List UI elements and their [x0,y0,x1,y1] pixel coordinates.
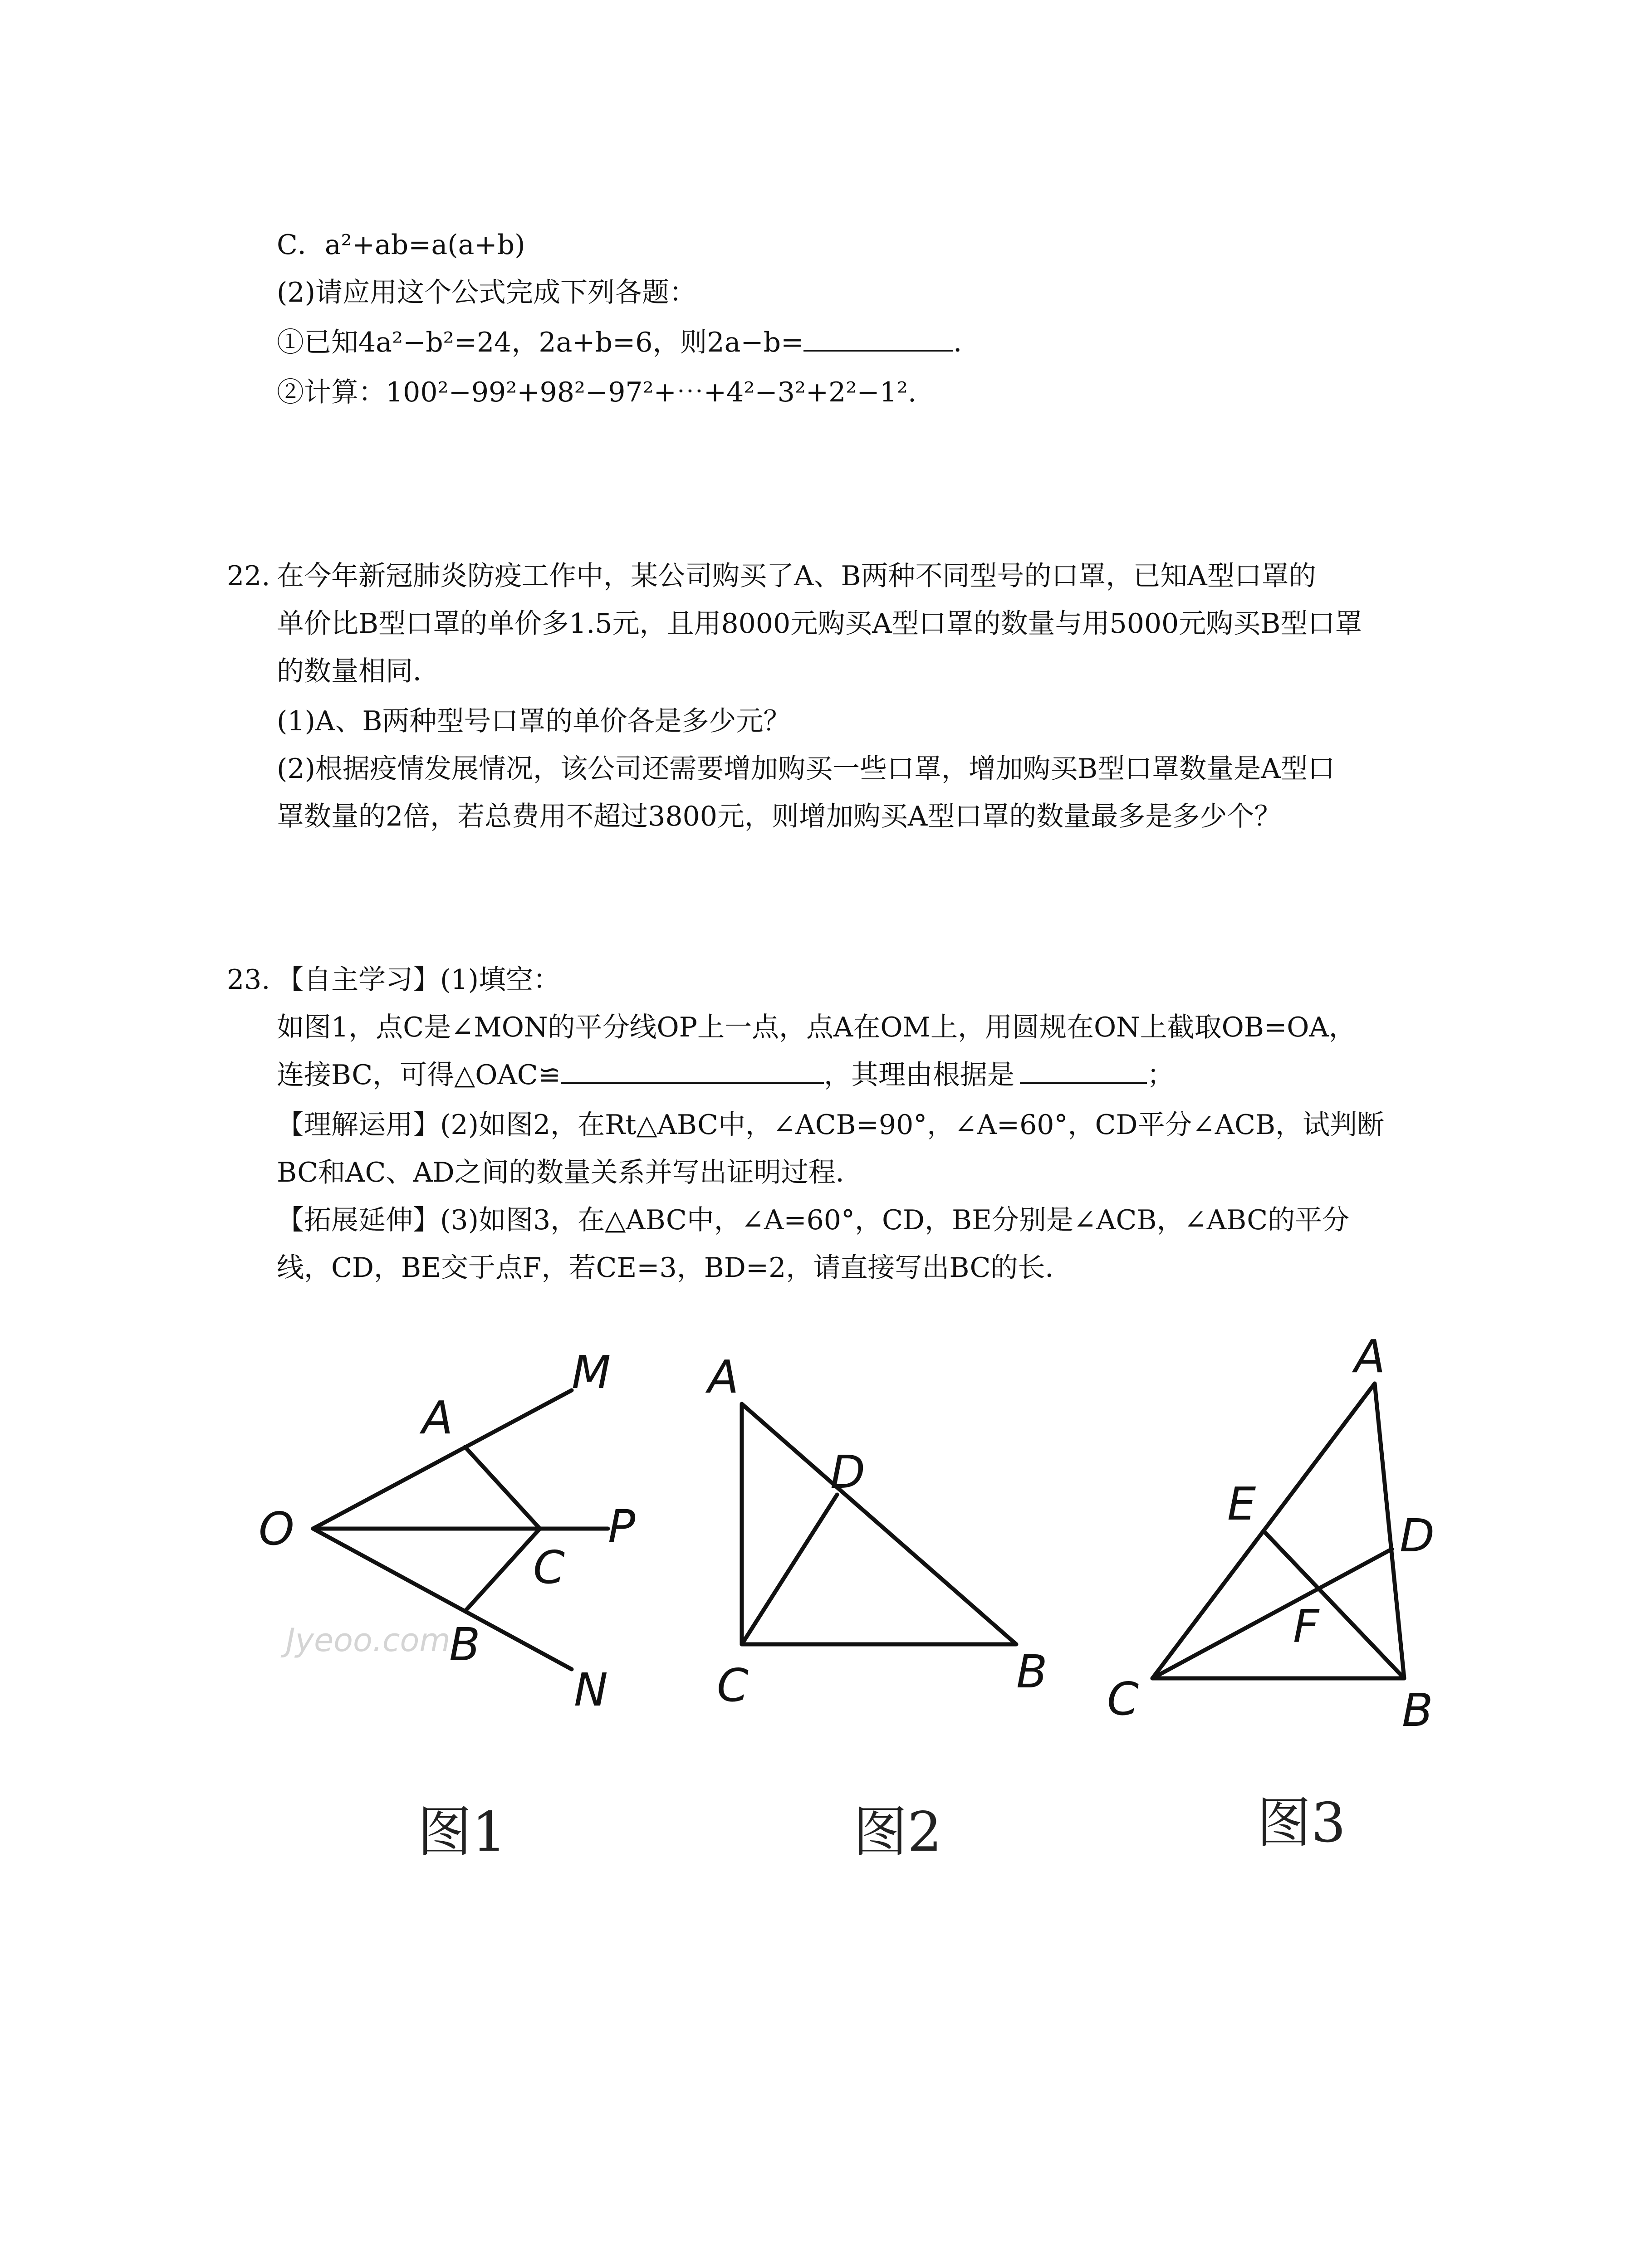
q22-line: 单价比B型口罩的单价多1.5元，且用8000元购买A型口罩的数量与用5000元购买B型口罩 [277,608,1362,640]
q23-line3-suffix: ； [1146,1059,1174,1091]
q23-line-with-blanks [277,1052,1174,1098]
label-a: A [708,1350,739,1403]
triangle-abc [1152,1383,1404,1678]
label-f: F [1293,1600,1319,1653]
label-b: B [1402,1684,1433,1737]
segment-bc [465,1529,540,1611]
figure-3-caption: 图3 [1257,1792,1346,1855]
figure-2-diagram [699,1343,1071,1728]
bisector-cd [742,1495,837,1644]
label-m: M [572,1346,611,1399]
q21-item1-text: ①已知4a²−b²=24，2a+b=6，则2a−b= [277,327,804,358]
q21-item1-suffix: ． [953,327,981,358]
label-a: A [422,1391,453,1444]
q23-section-extend: 【拓展延伸】(3)如图3，在△ABC中，∠A=60°，CD，BE分别是∠ACB，∠ABC的平分 [277,1204,1350,1236]
figure-1-diagram [254,1325,708,1733]
figure-2 [699,1343,1071,1728]
label-a: A [1354,1330,1386,1383]
bisector-cd [1152,1549,1392,1678]
label-b: B [1016,1645,1048,1698]
q21-item1 [277,320,980,365]
figure-3 [1089,1306,1479,1760]
answer-blank[interactable] [1020,1055,1147,1084]
q23-section-self-study: 【自主学习】(1)填空： [277,964,560,996]
q23-number: 23. [227,964,270,996]
label-d: D [830,1446,866,1499]
q23-line3-middle: ，其理由根据是 [823,1059,1014,1091]
segment-ac [465,1447,540,1529]
label-c: C [717,1659,749,1712]
q21-part2: (2)请应用这个公式完成下列各题： [277,277,696,308]
label-b: B [449,1618,480,1671]
label-o: O [259,1502,294,1555]
q22-line: 罩数量的2倍，若总费用不超过3800元，则增加购买A型口罩的数量最多是多少个？ [277,801,1282,832]
q22-part2: (2)根据疫情发展情况，该公司还需要增加购买一些口罩，增加购买B型口罩数量是A型口 [277,753,1335,785]
q23-line: 如图1，点C是∠MON的平分线OP上一点，点A在OM上，用圆规在ON上截取OB=OA， [277,1012,1356,1043]
triangle-abc [742,1404,1016,1644]
q22-number: 22. [227,560,270,592]
q21-option-c: C．a²+ab=a(a+b) [277,229,525,261]
answer-blank[interactable] [803,323,953,352]
q23-section-apply: 【理解运用】(2)如图2，在Rt△ABC中，∠ACB=90°，∠A=60°，CD平分∠ACB，试判断 [277,1109,1385,1141]
label-n: N [574,1663,608,1716]
watermark: Jyeoo.com [286,1622,451,1659]
label-c: C [1107,1672,1139,1725]
q23-line3-text: 连接BC，可得△OAC≌ [277,1059,561,1091]
q23-line: 线，CD，BE交于点F，若CE=3，BD=2，请直接写出BC的长． [277,1252,1073,1284]
q22-part1: (1)A、B两种型号口罩的单价各是多少元？ [277,705,791,737]
figure-2-caption: 图2 [853,1801,942,1864]
label-c: C [533,1541,565,1594]
q22-line: 在今年新冠肺炎防疫工作中，某公司购买了A、B两种不同型号的口罩，已知A型口罩的 [277,560,1316,592]
figure-1-caption: 图1 [417,1801,507,1864]
label-d: D [1400,1509,1435,1562]
figure-1 [254,1325,708,1733]
q21-item2: ②计算：100²−99²+98²−97²+⋯+4²−3²+2²−1². [277,376,916,408]
label-e: E [1227,1477,1256,1530]
figure-3-diagram [1089,1306,1479,1760]
answer-blank[interactable] [561,1055,824,1084]
label-p: P [608,1500,636,1553]
q23-line: BC和AC、AD之间的数量关系并写出证明过程． [277,1157,863,1188]
q22-line: 的数量相同． [277,655,440,687]
